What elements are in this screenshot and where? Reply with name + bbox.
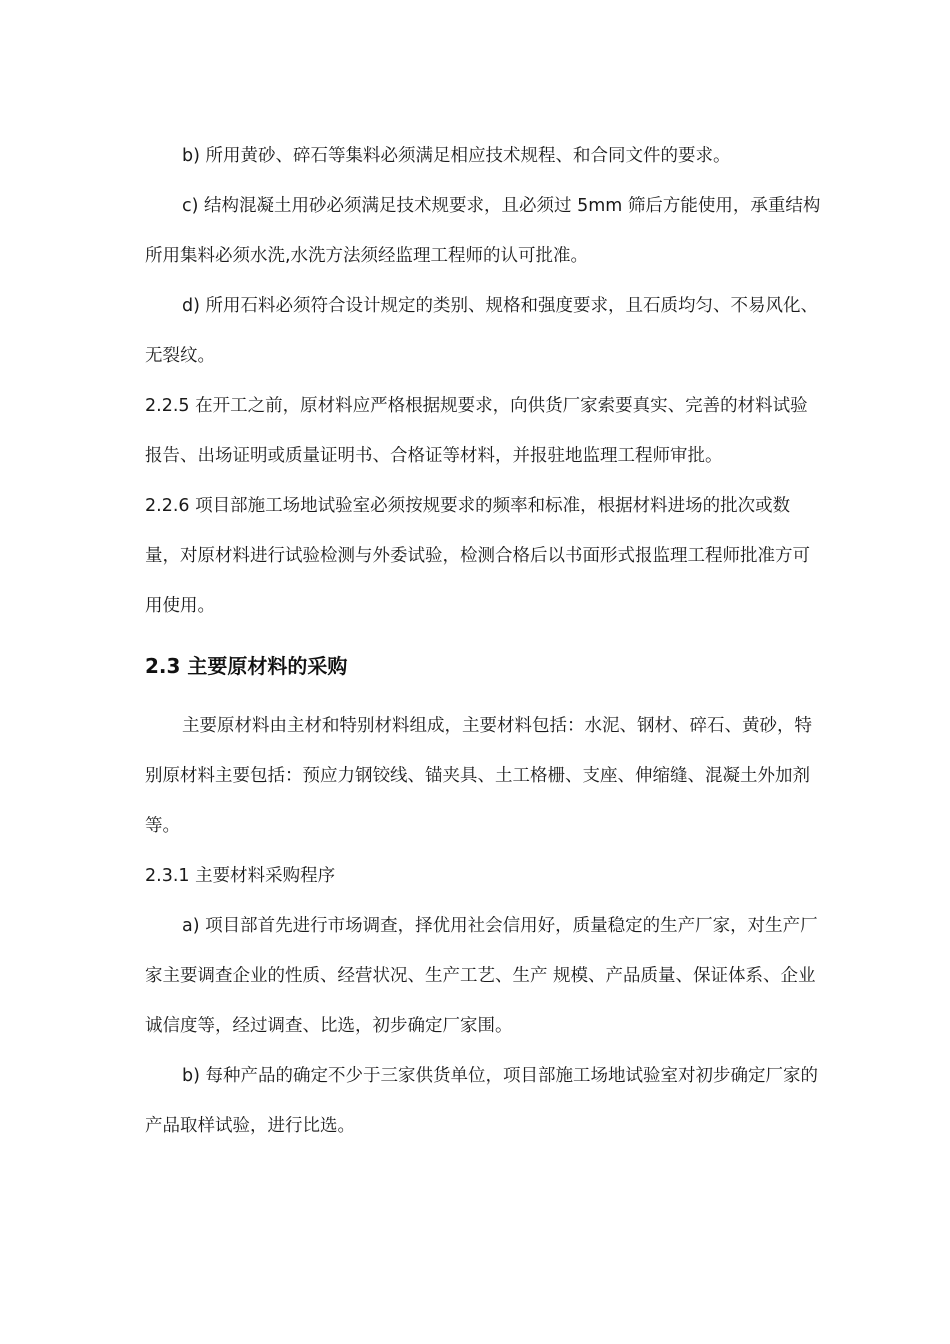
paragraph-main-materials: 主要原材料由主材和特别材料组成，主要材料包括：水泥、钢材、碎石、黄砂，特别原材料主要包括：预应力钢铰线、锚夹具、土工格栅、支座、伸缩缝、混凝土外加剂等。 <box>145 716 812 836</box>
paragraph-concrete-sand-requirement: c) 结构混凝土用砂必须满足技术规要求，且必须过 5mm 筛后方能使用，承重结构所用集料必须水洗,水洗方法须经监理工程师的认可批准。 <box>145 196 821 266</box>
document-body <box>145 131 825 1151</box>
subheading-2-3-1: 2.3.1 主要材料采购程序 <box>145 866 336 886</box>
paragraph-2-2-5: 2.2.5 在开工之前，原材料应严格根据规要求，向供货厂家索要真实、完善的材料试验报告、出场证明或质量证明书、合格证等材料，并报驻地监理工程师审批。 <box>145 396 808 466</box>
paragraph-market-survey: a) 项目部首先进行市场调查，择优用社会信用好，质量稳定的生产厂家，对生产厂家主要调查企业的性质、经营状况、生产工艺、生产 规模、产品质量、保证体系、企业诚信度等，经过调查、比选，初步确定厂家围。 <box>145 916 818 1036</box>
paragraph-sand-gravel-requirement: b) 所用黄砂、碎石等集料必须满足相应技术规程、和合同文件的要求。 <box>182 146 731 166</box>
section-heading-2-3: 2.3 主要原材料的采购 <box>145 654 348 678</box>
paragraph-2-2-6: 2.2.6 项目部施工场地试验室必须按规要求的频率和标准，根据材料进场的批次或数量，对原材料进行试验检测与外委试验，检测合格后以书面形式报监理工程师批准方可用使用。 <box>145 496 810 616</box>
paragraph-supplier-selection: b) 每种产品的确定不少于三家供货单位，项目部施工场地试验室对初步确定厂家的产品取样试验，进行比选。 <box>145 1066 818 1136</box>
paragraph-stone-requirement: d) 所用石料必须符合设计规定的类别、规格和强度要求，且石质均匀、不易风化、无裂纹。 <box>145 296 818 366</box>
